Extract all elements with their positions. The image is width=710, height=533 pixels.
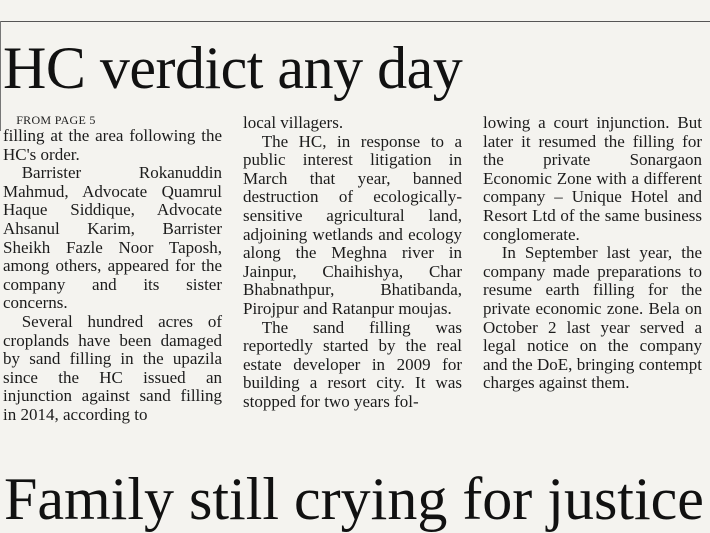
paragraph: lowing a court injunction. But later it resumed the filling for the private Sonargaon Economic Zone with a different company – Unique Hotel and Resort Ltd of the same business conglomerate. — [483, 113, 702, 244]
paragraph: In September last year, the company made preparations to resume earth filling for the private economic zone. Bela on October 2 last year served a legal notice on the company and the DoE, bringing contempt charges against them. — [483, 243, 702, 393]
left-edge-rule — [0, 21, 1, 131]
paragraph: Barrister Rokanuddin Mahmud, Advocate Quamrul Haque Siddique, Advocate Ahsanul Karim, Barrister Sheikh Fazle Noor Taposh, among others, appeared for the company and its sister concerns. — [3, 163, 222, 313]
next-article-headline: Family still crying for justice — [4, 466, 704, 532]
paragraph: The HC, in response to a public interest litigation in March that year, banned destruction of ecologically-sensitive agricultural land, adjoining wetlands and ecology along the Meghna river in Jainpur, Chaihishya, Char Bhabnathpur, Bhatibanda, Pirojpur and Ratanpur moujas. — [243, 131, 462, 318]
from-page-label: FROM PAGE 5 — [16, 113, 96, 127]
paragraph: filling at the area following the HC's order. — [3, 126, 222, 164]
column-3 — [483, 114, 702, 393]
headline: HC verdict any day — [3, 35, 463, 101]
column-1 — [3, 114, 222, 425]
column-2 — [243, 114, 462, 412]
paragraph: Several hundred acres of croplands have been damaged by sand filling in the upazila since the HC issued an injunction against sand filling in 2014, according to — [3, 311, 222, 424]
paragraph: local villagers. — [243, 113, 344, 132]
paragraph: The sand filling was reportedly started by the real estate developer in 2009 for building a resort city. It was stopped for two years fol- — [243, 317, 462, 411]
top-rule — [0, 21, 710, 22]
